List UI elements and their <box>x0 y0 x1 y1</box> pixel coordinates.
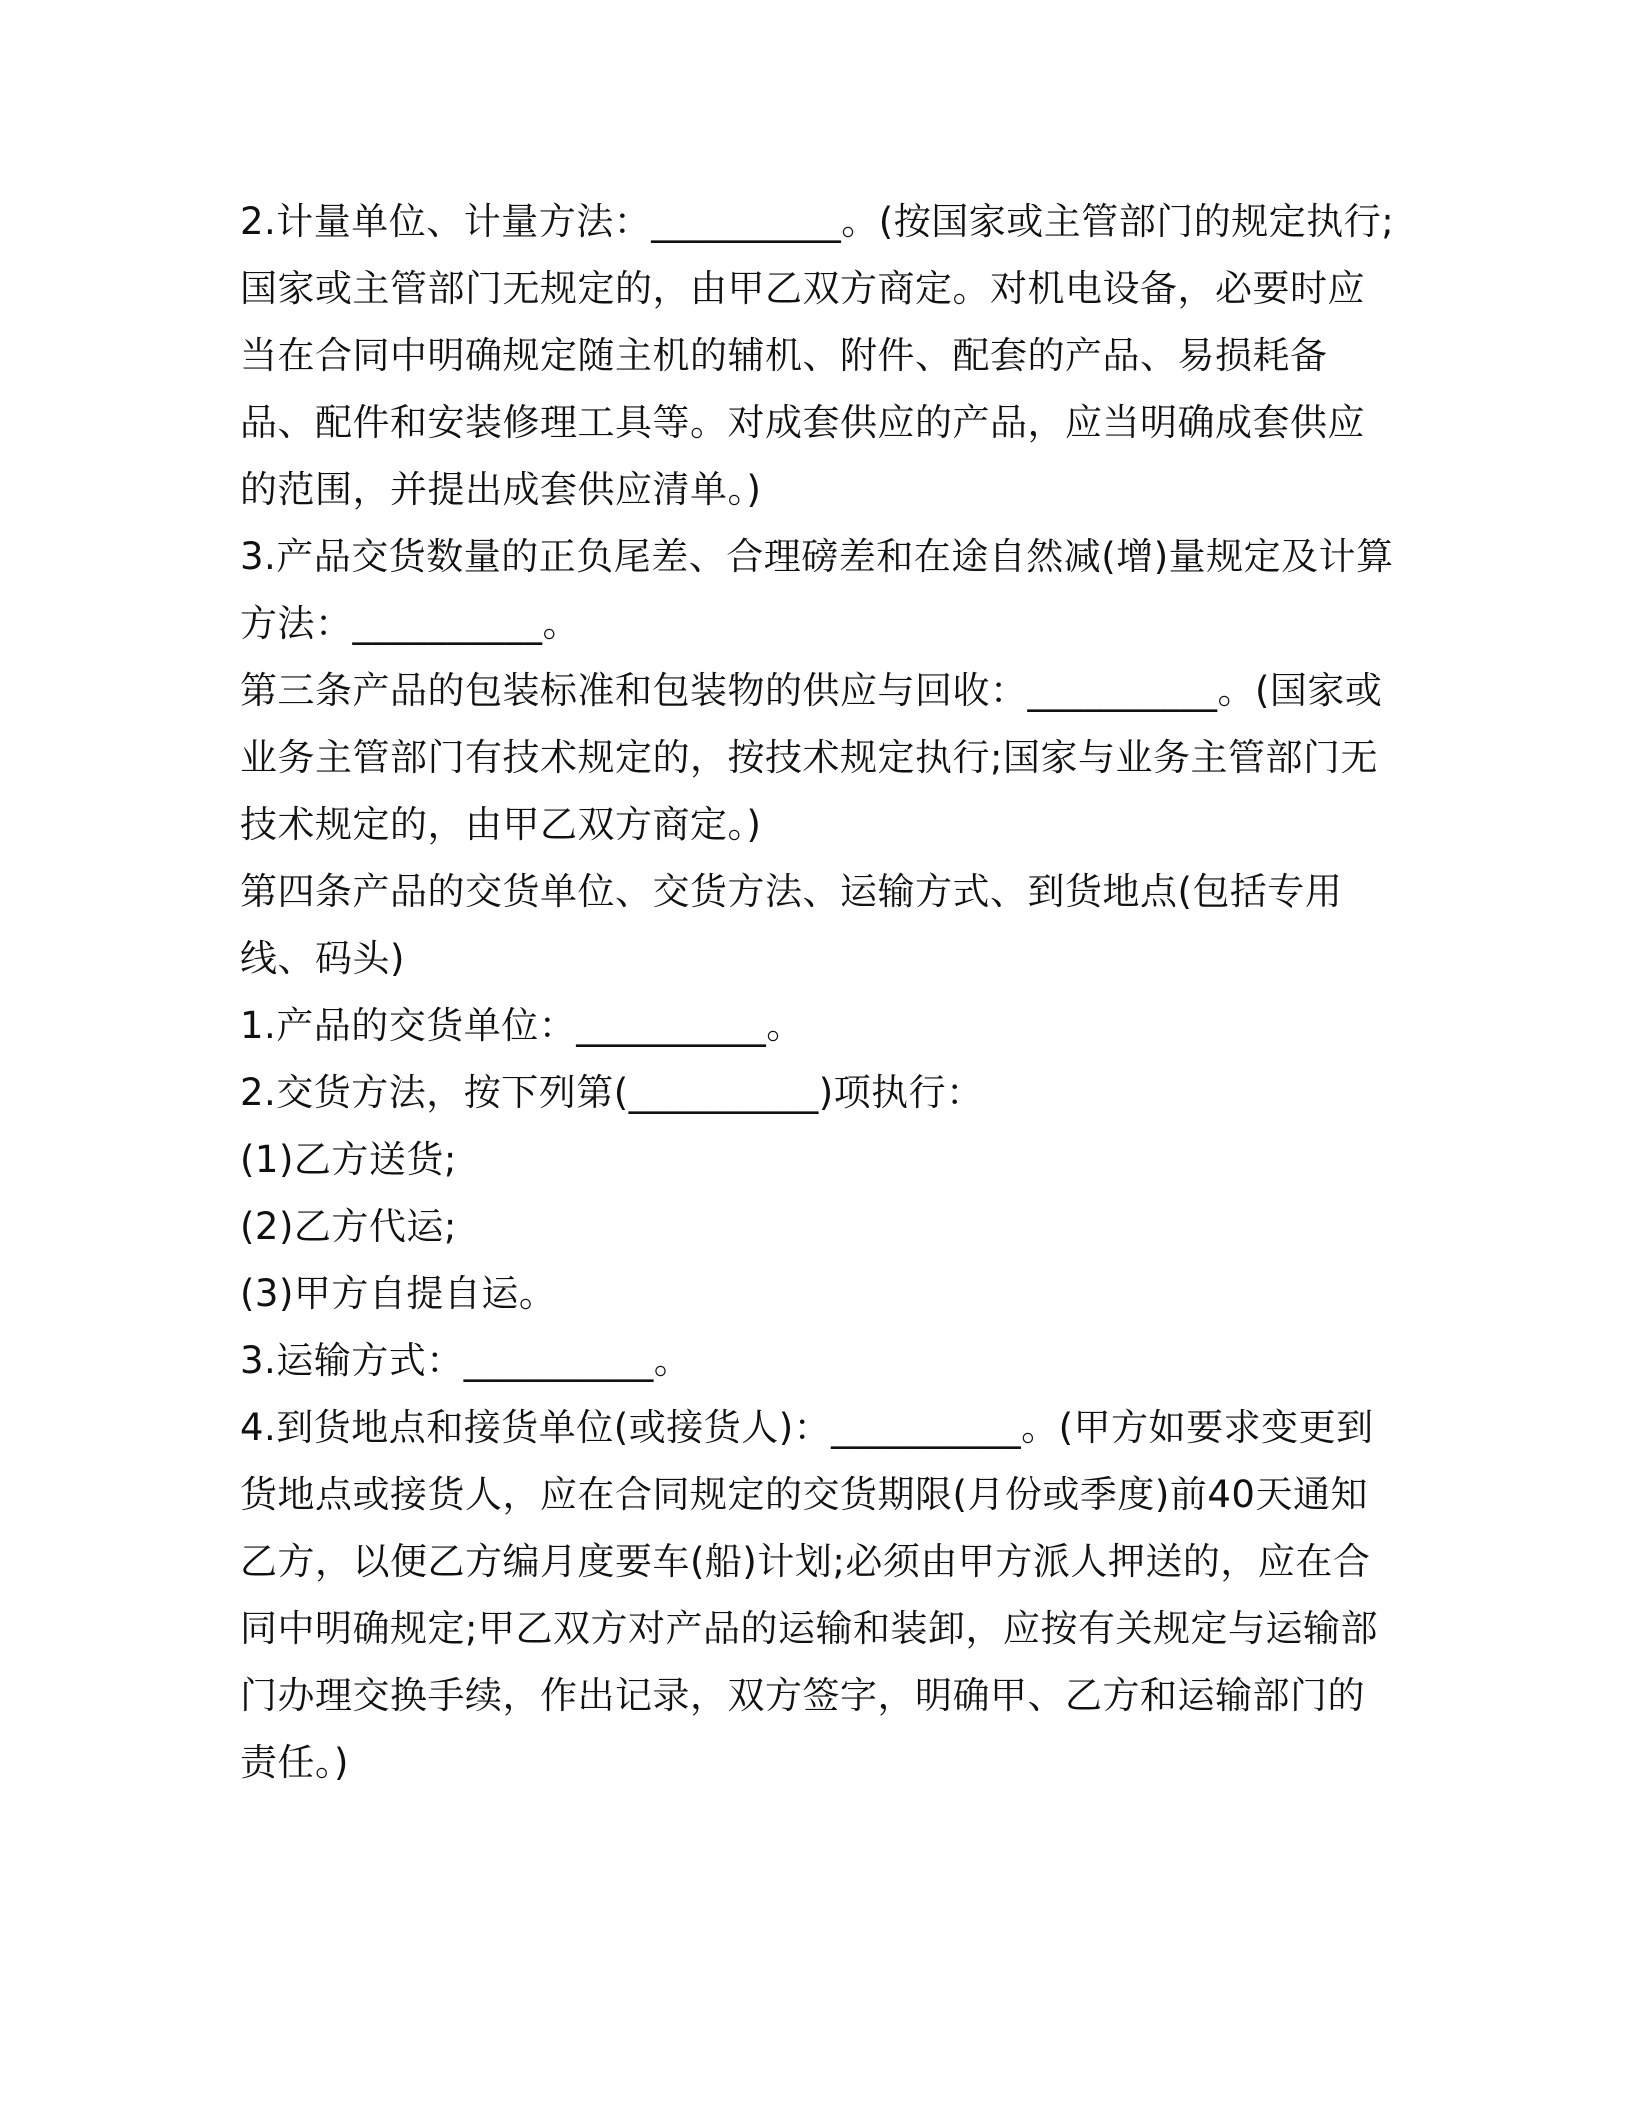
clause-2-measurement: 2.计量单位、计量方法：__________。(按国家或主管部门的规定执行;国家或主管部门无规定的，由甲乙双方商定。对机电设备，必要时应当在合同中明确规定随主机的辅机、附件、配套的产品、易损耗备品、配件和安装修理工具等。对成套供应的产品，应当明确成套供应的范围，并提出成套供应清单。) <box>240 200 1395 511</box>
clause-4-destination: 4.到货地点和接货单位(或接货人)：__________。(甲方如要求变更到货地点或接货人，应在合同规定的交货期限(月份或季度)前40天通知乙方，以便乙方编月度要车(船)计划;必须由甲方派人押送的，应在合同中明确规定;甲乙双方对产品的运输和装卸，应按有关规定与运输部门办理交换手续，作出记录，双方签字，明确甲、乙方和运输部门的责任。) <box>240 1406 1378 1784</box>
document-body <box>240 188 1400 1796</box>
option-1: (1)乙方送货; <box>240 1138 457 1181</box>
option-3: (3)甲方自提自运。 <box>240 1272 557 1315</box>
clause-1-delivery-unit: 1.产品的交货单位：__________。 <box>240 1004 804 1047</box>
clause-2-delivery-method: 2.交货方法，按下列第(__________)项执行： <box>240 1071 984 1114</box>
clause-3-quantity-tolerance: 3.产品交货数量的正负尾差、合理磅差和在途自然减(增)量规定及计算方法：__________。 <box>240 535 1394 645</box>
article-3-packaging: 第三条产品的包装标准和包装物的供应与回收：__________。(国家或业务主管部门有技术规定的，按技术规定执行;国家与业务主管部门无技术规定的，由甲乙双方商定。) <box>240 669 1383 846</box>
article-4-delivery-heading: 第四条产品的交货单位、交货方法、运输方式、到货地点(包括专用线、码头) <box>240 870 1343 980</box>
option-2: (2)乙方代运; <box>240 1205 457 1248</box>
clause-3-transport-mode: 3.运输方式：__________。 <box>240 1339 692 1382</box>
